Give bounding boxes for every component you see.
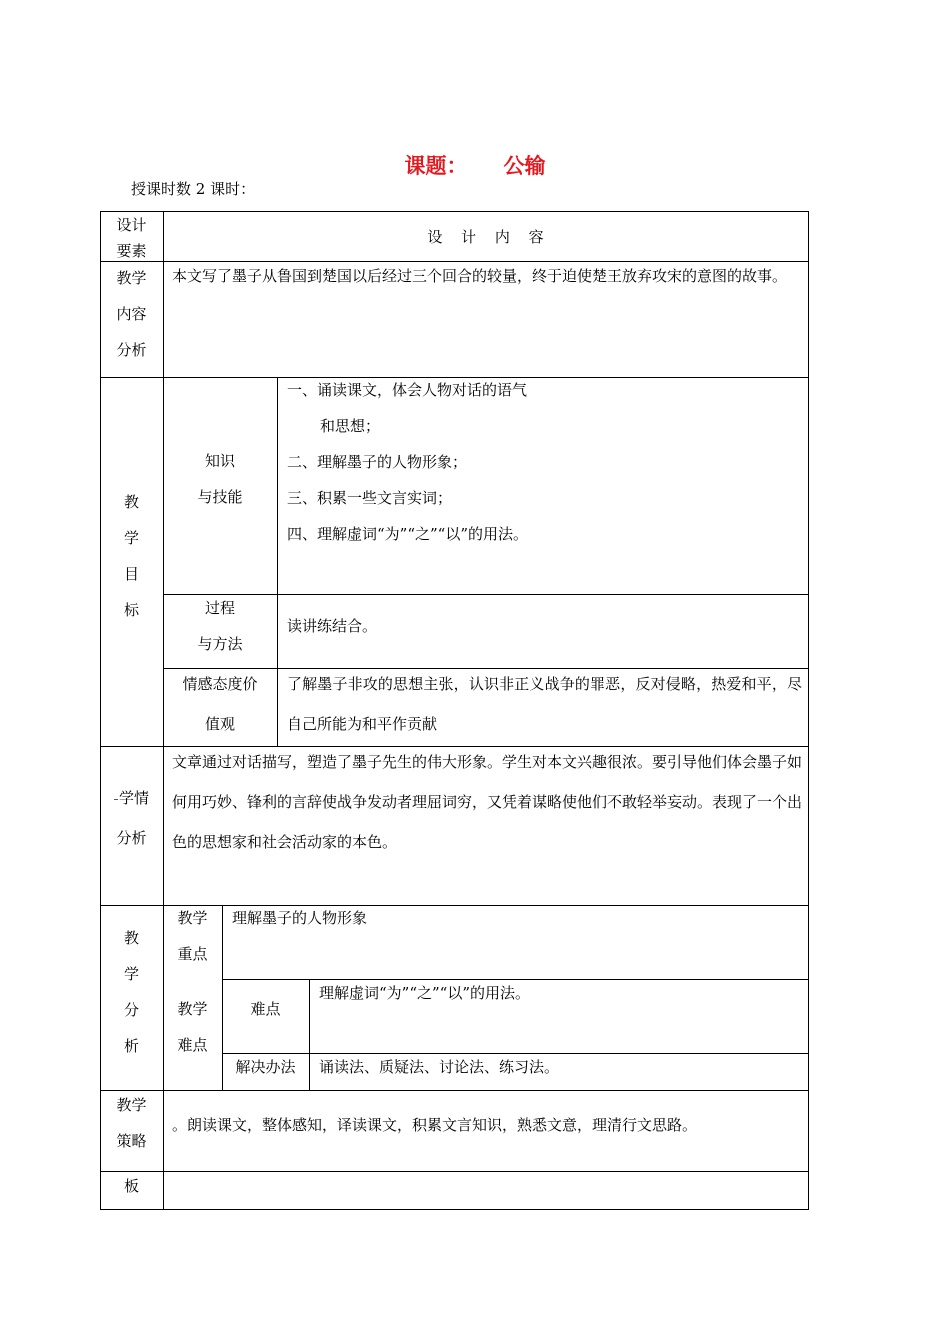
mark-dot (114, 799, 118, 800)
page-title: 课题： 公输 (404, 154, 546, 178)
class-hours: 授课时数 2 课时： (131, 180, 256, 198)
learner-analysis-label: 学情 分析 (100, 778, 163, 858)
process-method-label: 过程 与方法 (197, 599, 243, 653)
list-item: 和思想； (320, 417, 381, 435)
teaching-goal-label: 教 学 目 标 (123, 493, 139, 619)
list-item: 一、诵读课文，体会人物对话的语气 (287, 381, 528, 399)
solution-text: 诵读法、质疑法、讨论法、练习法。 (319, 1058, 560, 1076)
difficulty-label: 教学 难点 (177, 1000, 208, 1054)
difficulty-sub-label: 难点 (250, 1000, 281, 1018)
row-divider (100, 1090, 809, 1091)
table-border-bottom (100, 1209, 809, 1210)
content-analysis-label: 教学 内容 分析 (116, 269, 147, 359)
col-divider (309, 979, 310, 1090)
learner-analysis-text: 文章通过对话描写，塑造了墨子先生的伟大形象。学生对本文兴趣很浓。要引导他们体会墨子如何用巧妙、锋利的言辞使战争发动者理屈词穷，又凭着谋略使他们不敢轻举妄动。表现了一个出色的思想家和社会活动家的本色。 (172, 753, 803, 851)
row-divider (100, 1171, 809, 1172)
process-method-text: 读讲练结合。 (287, 617, 378, 635)
emotion-value-text: 了解墨子非攻的思想主张，认识非正义战争的罪恶，反对侵略，热爱和平，尽自己所能为和平作贡献 (287, 675, 802, 733)
list-item: 二、理解墨子的人物形象； (287, 453, 468, 471)
content-analysis-text: 本文写了墨子从鲁国到楚国以后经过三个回合的较量，终于迫使楚王放弃攻宋的意图的故事。 (172, 267, 788, 285)
key-point-text: 理解墨子的人物形象 (232, 909, 368, 927)
table-border-top (100, 211, 809, 212)
board-label: 板 (123, 1177, 139, 1195)
teaching-analysis-label: 教 学 分 析 (123, 929, 139, 1055)
strategy-text: 。朗读课文，整体感知，译读课文，积累文言知识，熟悉文意，理清行文思路。 (172, 1116, 698, 1134)
design-element-label: 设计 要素 (116, 216, 147, 260)
solution-label: 解决办法 (235, 1058, 296, 1076)
table-border-right (808, 211, 809, 1210)
knowledge-skill-label: 知识 与技能 (197, 452, 243, 506)
difficulty-text: 理解虚词“为”“之”“以”的用法。 (319, 984, 531, 1002)
emotion-value-label: 情感态度价 值观 (182, 675, 258, 733)
strategy-label: 教学 策略 (116, 1096, 147, 1150)
list-item: 三、积累一些文言实词； (287, 489, 453, 507)
knowledge-skill-list (287, 372, 802, 552)
col-divider (277, 377, 278, 746)
list-item: 四、理解虚词“为”“之”“以”的用法。 (287, 525, 529, 543)
design-content-header: 设 计 内 容 (427, 228, 544, 246)
key-point-label: 教学 重点 (177, 909, 208, 963)
